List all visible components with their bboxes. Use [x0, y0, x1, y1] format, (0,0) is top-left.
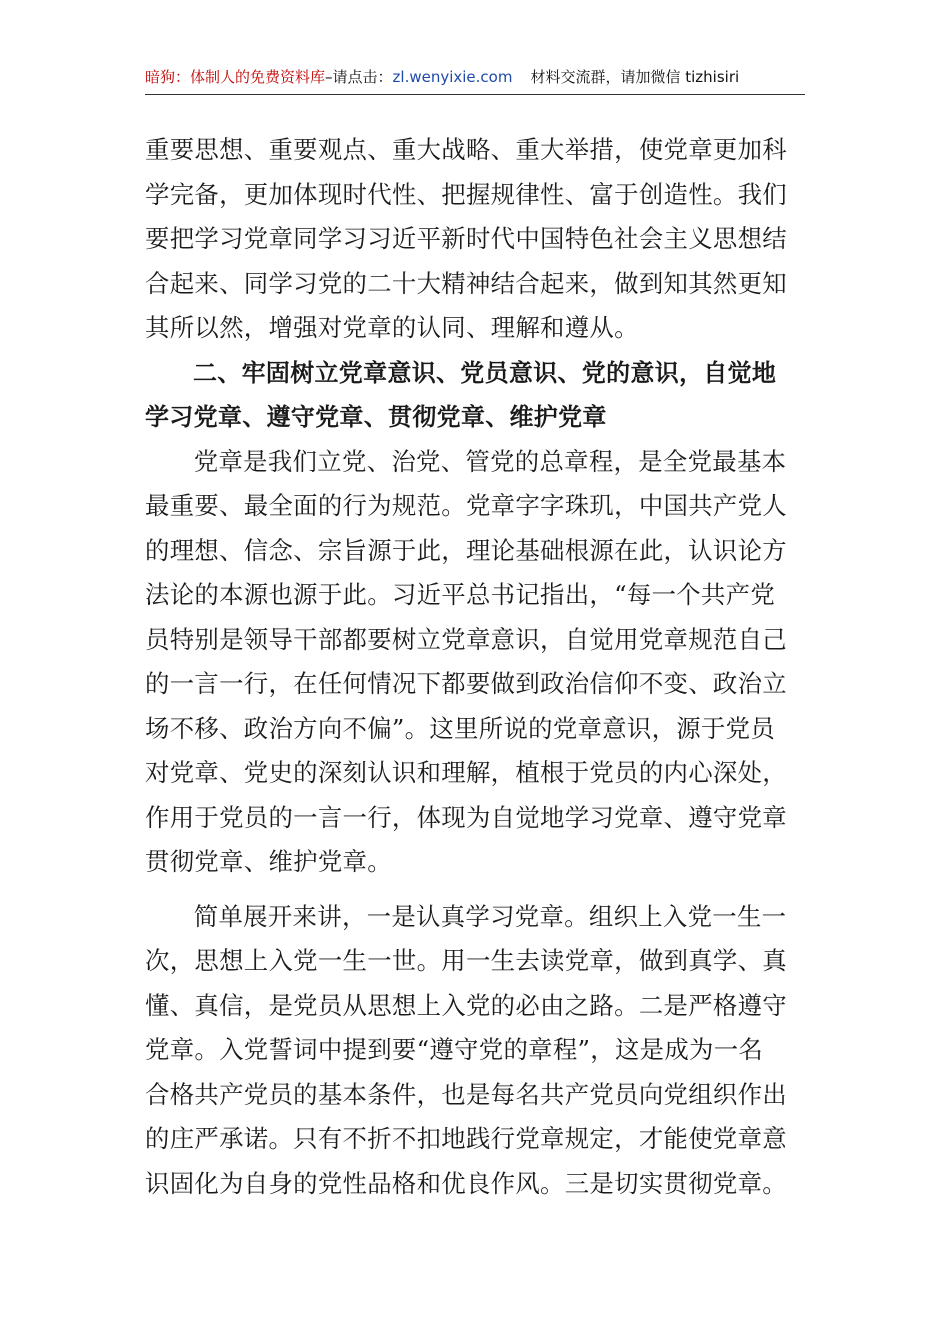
text-line: 其所以然，增强对党章的认同、理解和遵从。	[145, 313, 639, 342]
text-line: 重要思想、重要观点、重大战略、重大举措，使党章更加科	[145, 135, 787, 164]
header-brand: 暗狗：体制人的免费资料库	[145, 68, 326, 86]
text-line: 最重要、最全面的行为规范。党章字字珠玑，中国共产党人	[145, 491, 787, 520]
paragraph-gap	[145, 885, 817, 895]
text-line: 党章。入党誓词中提到要“遵守党的章程”，这是成为一名	[145, 1035, 764, 1064]
text-line: 的理想、信念、宗旨源于此，理论基础根源在此，认识论方	[145, 535, 787, 565]
text-line: 简单展开来讲，一是认真学习党章。组织上入党一生一	[193, 901, 787, 931]
page-header	[145, 66, 805, 88]
text-line: 学完备，更加体现时代性、把握规律性、富于创造性。我们	[145, 179, 787, 209]
paragraph-1	[145, 128, 817, 351]
text-line: 合格共产党员的基本条件，也是每名共产党员向党组织作出	[145, 1079, 787, 1109]
text-line: 场不移、政治方向不偏”。这里所说的党章意识，源于党员	[145, 713, 776, 743]
text-line: 对党章、党史的深刻认识和理解，植根于党员的内心深处，	[145, 758, 787, 787]
text-line: 懂、真信，是党员从思想上入党的必由之路。二是严格遵守	[145, 990, 787, 1020]
paragraph-3	[145, 895, 817, 1207]
heading-line: 学习党章、遵守党章、贯彻党章、维护党章	[145, 403, 607, 431]
text-line: 合起来、同学习党的二十大精神结合起来，做到知其然更知	[145, 268, 787, 298]
header-divider	[145, 94, 805, 95]
text-line: 的庄严承诺。只有不折不扣地践行党章规定，才能使党章意	[145, 1124, 787, 1153]
text-line: 识固化为自身的党性品格和优良作风。三是切实贯彻党章。	[145, 1168, 787, 1198]
section-heading	[145, 351, 817, 440]
text-line: 作用于党员的一言一行，体现为自觉地学习党章、遵守党章	[145, 802, 787, 832]
document-body	[145, 128, 817, 1206]
text-line: 员特别是领导干部都要树立党章意识，自觉用党章规范自己	[145, 624, 787, 654]
text-line: 贯彻党章、维护党章。	[145, 847, 392, 876]
header-contact: 材料交流群，请加微信 tizhisiri	[530, 68, 740, 86]
header-click-prefix: –请点击：	[325, 68, 393, 86]
text-line: 法论的本源也源于此。习近平总书记指出，“每一个共产党	[145, 580, 776, 609]
heading-line: 二、牢固树立党章意识、党员意识、党的意识，自觉地	[193, 358, 777, 387]
paragraph-2	[145, 440, 817, 885]
text-line: 次，思想上入党一生一世。用一生去读党章，做到真学、真	[145, 946, 787, 975]
text-line: 要把学习党章同学习习近平新时代中国特色社会主义思想结	[145, 224, 787, 253]
text-line: 党章是我们立党、治党、管党的总章程，是全党最基本	[193, 446, 787, 476]
header-link[interactable]: zl.wenyixie.com	[392, 68, 513, 86]
text-line: 的一言一行，在任何情况下都要做到政治信仰不变、政治立	[145, 669, 787, 698]
